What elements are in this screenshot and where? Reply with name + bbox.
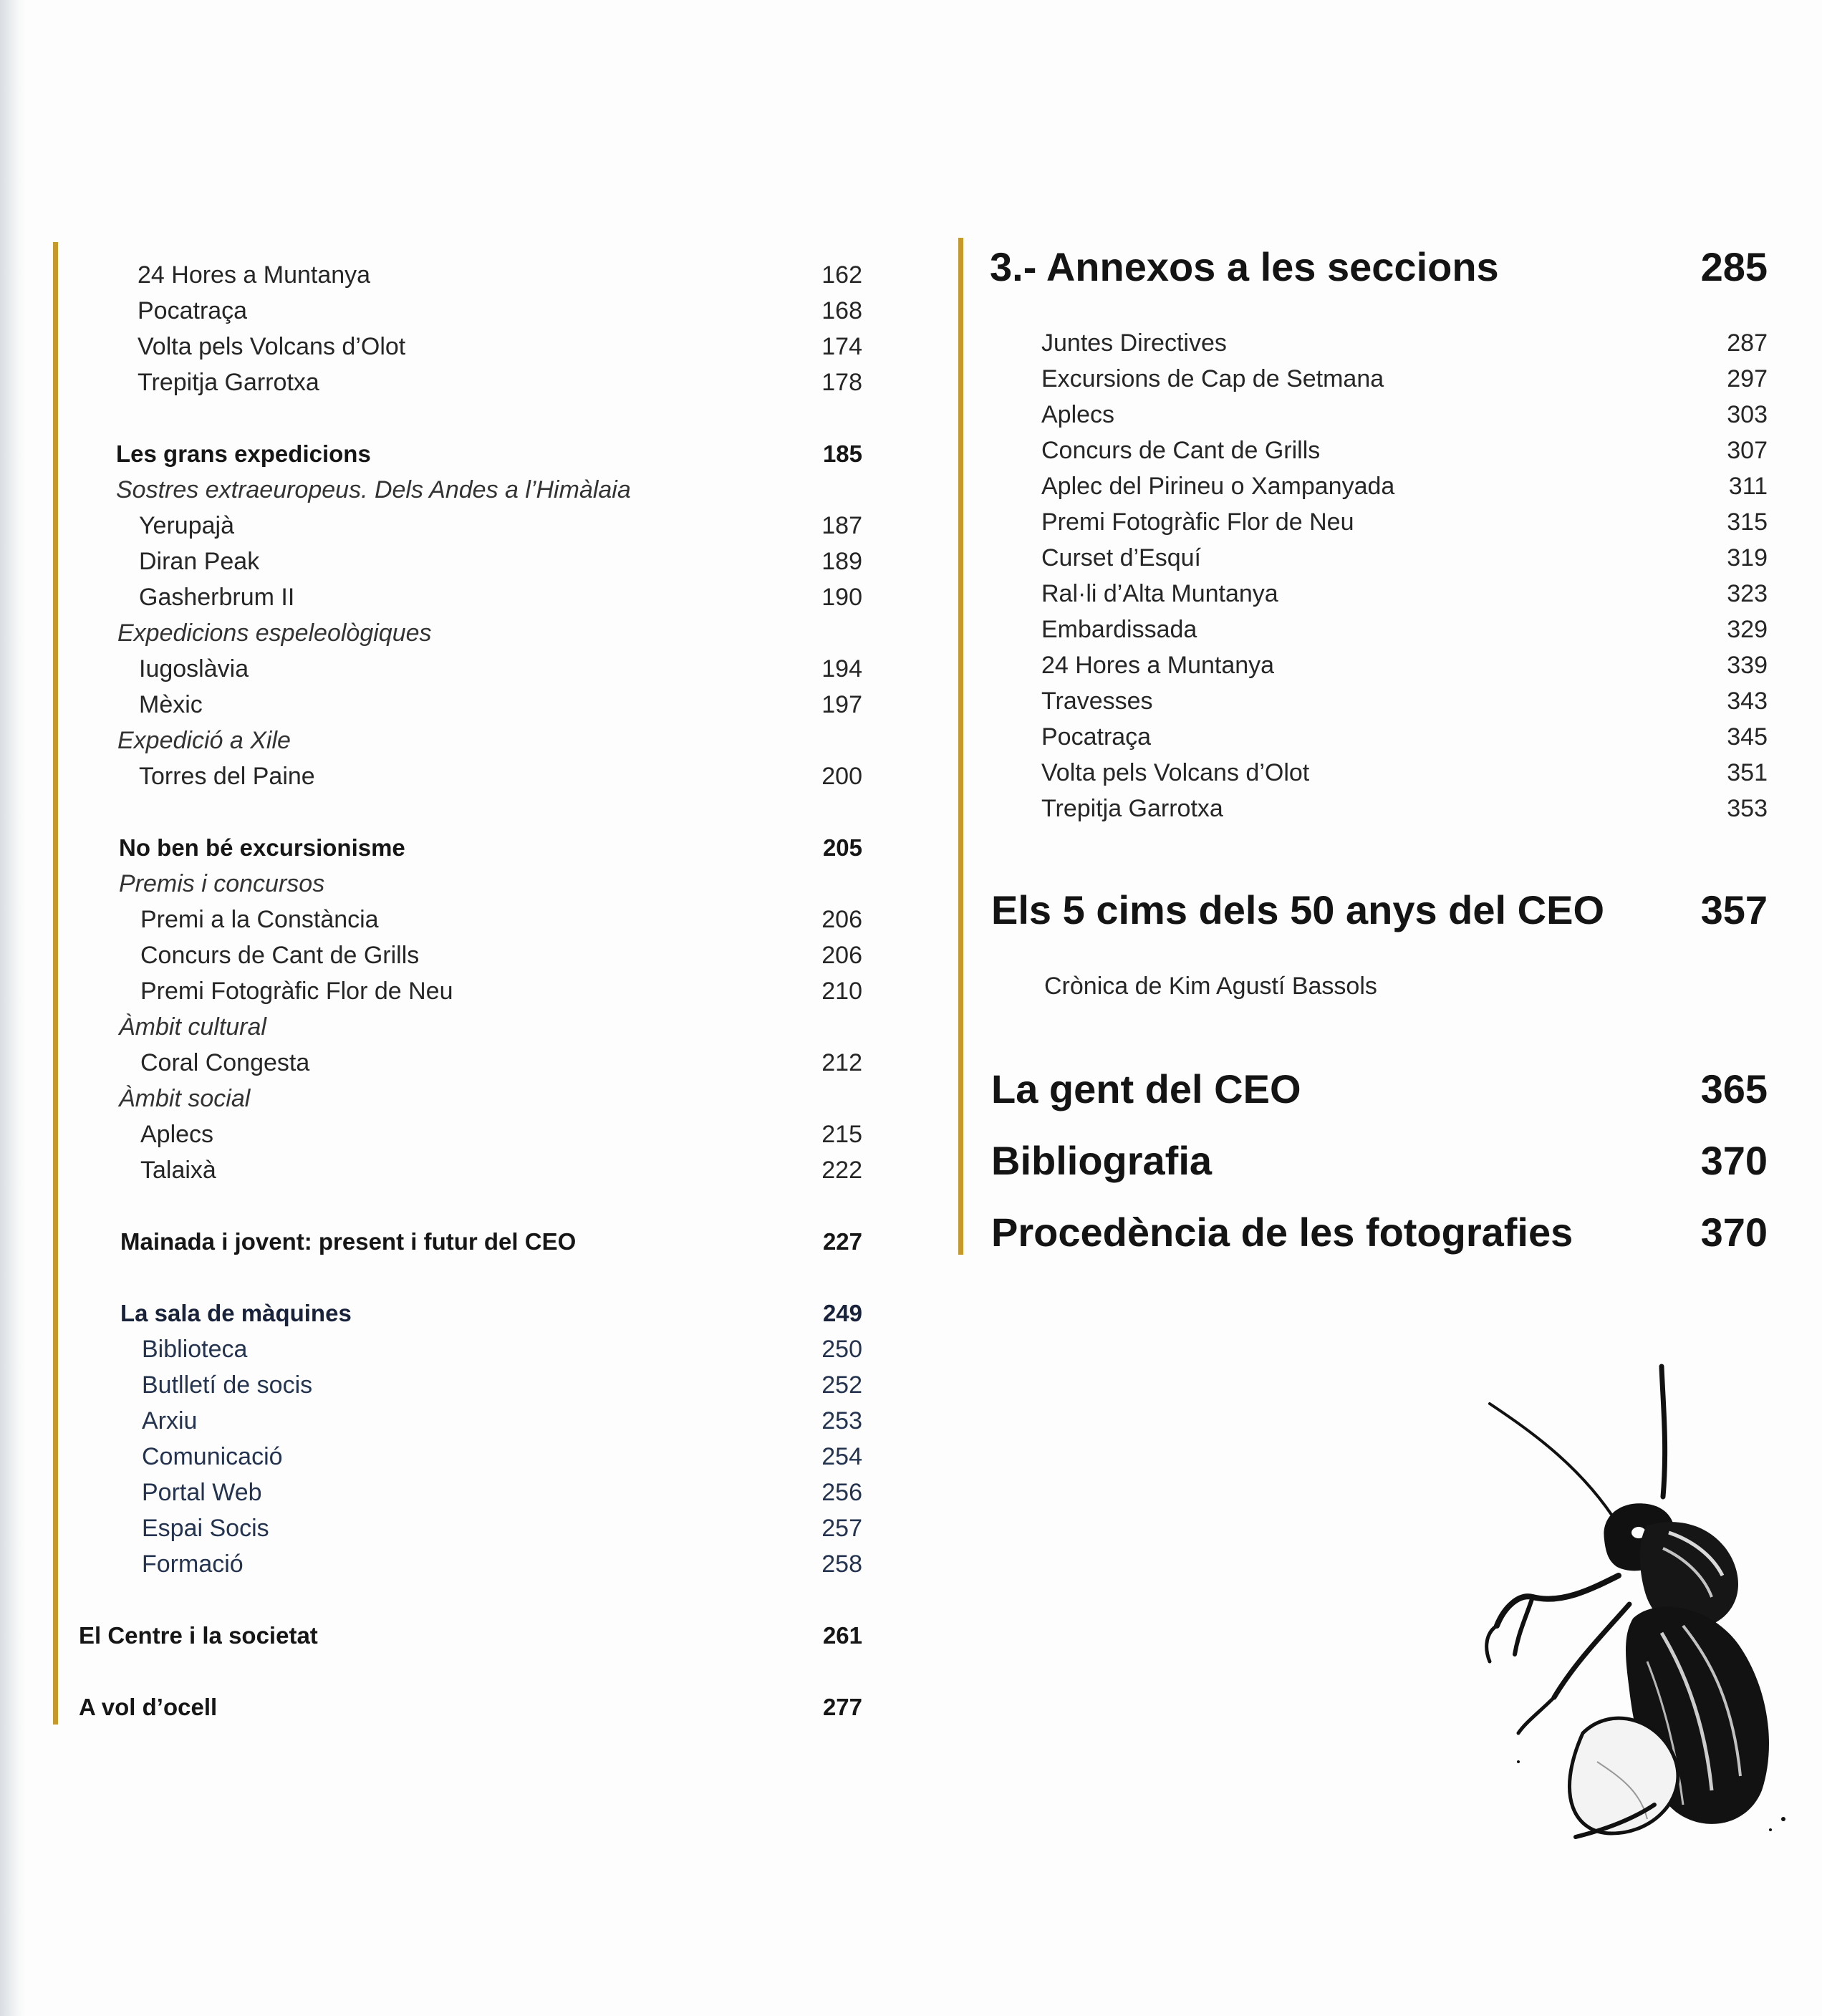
- toc-entry-label: 24 Hores a Muntanya: [1041, 652, 1275, 679]
- toc-entry: [958, 580, 1768, 616]
- toc-entry: [958, 437, 1768, 473]
- toc-chapter-page: 370: [1700, 1210, 1768, 1255]
- toc-entry-label: Premi Fotogràfic Flor de Neu: [140, 978, 453, 1005]
- toc-subheading-label: Àmbit cultural: [119, 1013, 266, 1041]
- toc-entry-page: 319: [1727, 544, 1768, 571]
- toc-entry-label: Volta pels Volcans d’Olot: [138, 333, 406, 360]
- toc-section-heading: [53, 834, 862, 870]
- toc-entry: [53, 763, 862, 799]
- toc-entry-page: 178: [821, 369, 862, 396]
- toc-entry-page: 329: [1727, 616, 1768, 643]
- toc-entry: [958, 365, 1768, 401]
- toc-chapter-title: 3.- Annexos a les seccions: [990, 244, 1499, 289]
- toc-section-page: 249: [822, 1300, 862, 1326]
- toc-chapter-heading: [958, 1066, 1768, 1123]
- toc-chapter-page: 357: [1700, 887, 1768, 932]
- toc-section-title: No ben bé excursionisme: [119, 834, 405, 861]
- toc-entry-label: Mèxic: [139, 691, 203, 718]
- toc-entry-label: Travesses: [1041, 688, 1153, 715]
- toc-entry-label: Aplecs: [140, 1121, 214, 1148]
- toc-left-column: [53, 236, 862, 1733]
- toc-chapter-title: Bibliografia: [991, 1138, 1213, 1183]
- toc-subheading: [53, 870, 862, 906]
- toc-entry: [53, 1407, 862, 1443]
- toc-section-title: Les grans expedicions: [116, 440, 371, 467]
- toc-entry: [53, 584, 862, 619]
- toc-entry-page: 323: [1727, 580, 1768, 607]
- toc-chapter-heading: [958, 1209, 1768, 1266]
- toc-entry: [53, 1479, 862, 1515]
- toc-entry-label: Comunicació: [142, 1443, 283, 1470]
- toc-entry-label: Juntes Directives: [1041, 329, 1227, 357]
- toc-entry: [958, 473, 1768, 508]
- toc-entry-page: 351: [1727, 759, 1768, 786]
- toc-section-page: 261: [822, 1622, 862, 1649]
- toc-entry: [53, 978, 862, 1013]
- toc-entry: [53, 942, 862, 978]
- toc-entry: [53, 512, 862, 548]
- toc-chapter-heading: [958, 243, 1768, 301]
- toc-entry: [958, 616, 1768, 652]
- toc-subheading: [53, 1085, 862, 1121]
- toc-entry: [958, 795, 1768, 831]
- toc-entry-label: Aplecs: [1041, 401, 1115, 428]
- toc-section-page: 185: [822, 440, 862, 467]
- toc-entry-page: 190: [821, 584, 862, 611]
- toc-credit: [958, 973, 1768, 1008]
- toc-entry-label: Yerupajà: [139, 512, 234, 539]
- toc-entry-page: 250: [821, 1336, 862, 1363]
- toc-subheading-label: Àmbit social: [119, 1085, 251, 1112]
- toc-entry: [958, 544, 1768, 580]
- toc-entry-page: 253: [821, 1407, 862, 1434]
- toc-entry-page: 257: [821, 1515, 862, 1542]
- toc-entry: [53, 369, 862, 405]
- toc-entry-page: 194: [821, 655, 862, 683]
- cricket-ink-drawing-icon: [1475, 1361, 1805, 1848]
- toc-entry: [958, 329, 1768, 365]
- toc-entry-label: Biblioteca: [142, 1336, 248, 1363]
- toc-entry-label: Diran Peak: [139, 548, 260, 575]
- toc-entry-label: Trepitja Garrotxa: [138, 369, 319, 396]
- toc-entry-label: Curset d’Esquí: [1041, 544, 1201, 571]
- toc-section-title: La sala de màquines: [120, 1300, 352, 1326]
- toc-entry: [958, 723, 1768, 759]
- toc-entry-page: 215: [821, 1121, 862, 1148]
- toc-section-heading: [53, 1228, 862, 1264]
- toc-section-title: El Centre i la societat: [79, 1622, 318, 1649]
- toc-entry: [958, 652, 1768, 688]
- toc-entry-page: 197: [821, 691, 862, 718]
- toc-entry-page: 345: [1727, 723, 1768, 751]
- toc-entry-page: 353: [1727, 795, 1768, 822]
- toc-entry-page: 311: [1728, 473, 1768, 500]
- toc-entry-page: 206: [821, 906, 862, 933]
- toc-section-title: Mainada i jovent: present i futur del CEO: [120, 1228, 577, 1255]
- toc-entry: [53, 297, 862, 333]
- toc-entry: [53, 1121, 862, 1157]
- toc-entry-label: Trepitja Garrotxa: [1041, 795, 1223, 822]
- toc-section-page: 227: [822, 1228, 862, 1255]
- toc-entry-label: Coral Congesta: [140, 1049, 310, 1076]
- toc-section-title: A vol d’ocell: [79, 1694, 218, 1720]
- toc-chapter-heading: [958, 1137, 1768, 1195]
- toc-entry: [958, 759, 1768, 795]
- toc-chapter-page: 370: [1700, 1138, 1768, 1183]
- toc-entry-page: 168: [821, 297, 862, 324]
- toc-subheading-label: Sostres extraeuropeus. Dels Andes a l’Himàlaia: [116, 476, 631, 503]
- toc-section-heading: [53, 1694, 862, 1730]
- page-edge-shadow: [0, 0, 26, 2016]
- toc-entry-label: Volta pels Volcans d’Olot: [1041, 759, 1310, 786]
- toc-section-heading: [53, 1300, 862, 1336]
- toc-chapter-title: Procedència de les fotografies: [991, 1210, 1573, 1255]
- toc-entry-page: 258: [821, 1550, 862, 1578]
- toc-entry-page: 252: [821, 1371, 862, 1399]
- toc-entry-label: Iugoslàvia: [139, 655, 249, 683]
- toc-entry-page: 307: [1727, 437, 1768, 464]
- toc-subheading-label: Premis i concursos: [119, 870, 325, 897]
- toc-entry-label: 24 Hores a Muntanya: [138, 261, 371, 289]
- toc-credit-label: Crònica de Kim Agustí Bassols: [1044, 973, 1377, 1000]
- toc-entry-page: 189: [821, 548, 862, 575]
- toc-entry: [53, 1336, 862, 1371]
- toc-entry-label: Espai Socis: [142, 1515, 269, 1542]
- toc-entry: [53, 1515, 862, 1550]
- toc-section-page: 277: [822, 1694, 862, 1720]
- toc-chapter-title: La gent del CEO: [991, 1066, 1301, 1111]
- toc-section-heading: [53, 1622, 862, 1658]
- toc-entry-page: 212: [821, 1049, 862, 1076]
- toc-entry-page: 162: [821, 261, 862, 289]
- toc-entry-page: 187: [821, 512, 862, 539]
- toc-entry-page: 297: [1727, 365, 1768, 392]
- toc-entry-label: Portal Web: [142, 1479, 262, 1506]
- toc-entry-label: Embardissada: [1041, 616, 1197, 643]
- toc-entry: [53, 548, 862, 584]
- toc-subheading: [53, 1013, 862, 1049]
- toc-subheading-label: Expedicions espeleològiques: [117, 619, 432, 647]
- toc-chapter-title: Els 5 cims dels 50 anys del CEO: [991, 887, 1604, 932]
- toc-entry-label: Arxiu: [142, 1407, 198, 1434]
- toc-entry-page: 287: [1727, 329, 1768, 357]
- toc-entry-label: Concurs de Cant de Grills: [1041, 437, 1321, 464]
- toc-entry-label: Ral·li d’Alta Muntanya: [1041, 580, 1278, 607]
- toc-entry: [53, 906, 862, 942]
- toc-entry-page: 210: [821, 978, 862, 1005]
- toc-entry-page: 343: [1727, 688, 1768, 715]
- toc-subheading-label: Expedició a Xile: [117, 727, 291, 754]
- toc-section-heading: [53, 440, 862, 476]
- toc-entry-label: Premi Fotogràfic Flor de Neu: [1041, 508, 1354, 536]
- toc-entry: [53, 1443, 862, 1479]
- toc-entry-label: Torres del Paine: [139, 763, 315, 790]
- toc-entry-page: 303: [1727, 401, 1768, 428]
- toc-entry-label: Talaixà: [140, 1157, 216, 1184]
- toc-subheading: [53, 727, 862, 763]
- toc-entry: [53, 1371, 862, 1407]
- toc-entry-page: 254: [821, 1443, 862, 1470]
- toc-entry: [958, 508, 1768, 544]
- toc-entry-page: 174: [821, 333, 862, 360]
- toc-entry-label: Premi a la Constància: [140, 906, 379, 933]
- toc-chapter-page: 365: [1700, 1066, 1768, 1111]
- toc-entry-label: Pocatraça: [138, 297, 248, 324]
- toc-entry-label: Aplec del Pirineu o Xampanyada: [1041, 473, 1395, 500]
- toc-right-column: [958, 235, 1768, 1255]
- toc-subheading: [53, 476, 862, 512]
- toc-entry-label: Formació: [142, 1550, 244, 1578]
- toc-entry-page: 315: [1727, 508, 1768, 536]
- toc-entry: [958, 401, 1768, 437]
- toc-entry-label: Gasherbrum II: [139, 584, 295, 611]
- toc-entry-page: 339: [1727, 652, 1768, 679]
- toc-entry-page: 222: [821, 1157, 862, 1184]
- toc-entry: [53, 1157, 862, 1192]
- toc-entry-page: 256: [821, 1479, 862, 1506]
- toc-entry-page: 206: [821, 942, 862, 969]
- toc-entry: [53, 655, 862, 691]
- toc-entry: [53, 261, 862, 297]
- toc-section-page: 205: [822, 834, 862, 861]
- toc-entry: [53, 1049, 862, 1085]
- toc-entry: [53, 691, 862, 727]
- toc-entry-label: Excursions de Cap de Setmana: [1041, 365, 1384, 392]
- toc-entry-page: 200: [821, 763, 862, 790]
- toc-entry: [958, 688, 1768, 723]
- toc-chapter-page: 285: [1700, 244, 1768, 289]
- toc-subheading: [53, 619, 862, 655]
- toc-chapter-heading: [958, 887, 1768, 944]
- toc-entry-label: Pocatraça: [1041, 723, 1152, 751]
- toc-entry: [53, 1550, 862, 1586]
- toc-entry-label: Concurs de Cant de Grills: [140, 942, 420, 969]
- toc-entry-label: Butlletí de socis: [142, 1371, 313, 1399]
- toc-entry: [53, 333, 862, 369]
